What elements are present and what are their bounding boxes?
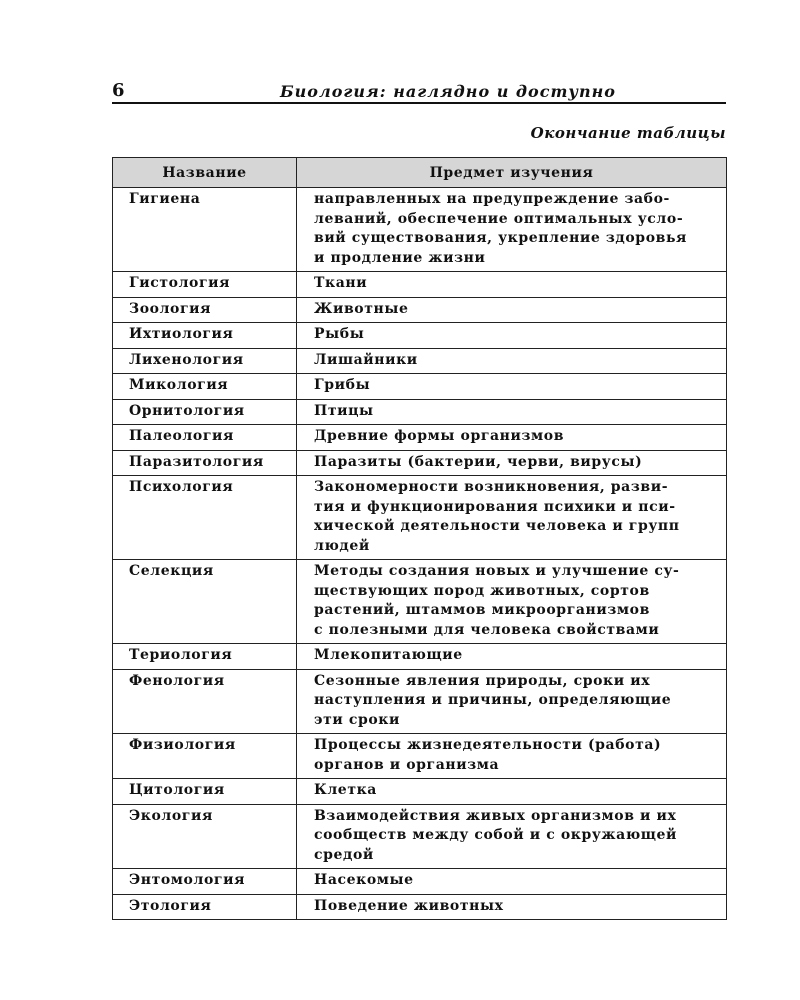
subject-text-line: Клетка [314,782,377,798]
table-row [113,560,727,644]
science-name-cell: Этология [113,894,297,920]
table-continuation-label: Окончание таблицы [530,124,726,142]
science-name-cell: Фенология [113,669,297,734]
science-name-cell: Зоология [113,297,297,323]
science-name-cell: Микология [113,374,297,400]
header-rule [112,102,726,104]
subject-text-line: Животные [314,300,409,317]
subject-text-line: Поведение животных [314,897,504,914]
subject-text-line: ществующих пород животных, сортов [314,582,650,599]
subject-text-line: хической деятельности человека и групп [314,518,680,534]
science-name-cell: Лихенология [113,348,297,374]
subject-text-line: Грибы [314,377,371,393]
subject-text-line: направленных на предупреждение забо- [314,191,670,207]
table-row [113,425,727,451]
science-name-cell: Гистология [113,272,297,298]
subject-text-line: Взаимодействия живых организмов и их [314,807,677,824]
science-name-cell: Цитология [113,779,297,805]
subject-of-study-cell [297,188,727,272]
subject-of-study-cell [297,272,727,298]
subject-of-study-cell [297,734,727,779]
table-row [113,476,727,560]
subject-of-study-cell [297,476,727,560]
subject-text-line: леваний, обеспечение оптимальных усло- [314,210,684,227]
subject-of-study-cell [297,869,727,895]
subject-text-line: и продление жизни [314,249,486,266]
subject-text-line: Лишайники [314,351,418,368]
subject-text-line: Ткани [314,275,368,291]
subject-text-line: Рыбы [314,326,365,342]
subject-text-line: Методы создания новых и улучшение су- [314,563,680,579]
subject-text-line: сообществ между собой и с окружающей [314,827,678,843]
table-row [113,188,727,272]
science-name-cell: Палеология [113,425,297,451]
subject-of-study-cell [297,560,727,644]
subject-of-study-cell [297,323,727,349]
science-name-cell: Орнитология [113,399,297,425]
table-body [113,188,727,920]
subject-text-line: Древние формы организмов [314,428,565,444]
table-row [113,399,727,425]
subject-text-line: Сезонные явления природы, сроки их [314,672,651,689]
subject-text-line: эти сроки [314,711,401,728]
subject-of-study-cell [297,399,727,425]
table-row [113,644,727,670]
subject-text-line: средой [314,846,374,863]
subject-of-study-cell [297,450,727,476]
science-name-cell: Гигиена [113,188,297,272]
science-name-cell: Селекция [113,560,297,644]
subject-text-line: наступления и причины, определяющие [314,692,672,708]
science-name-cell: Ихтиология [113,323,297,349]
science-name-cell: Физиология [113,734,297,779]
table-row [113,348,727,374]
column-header-subject: Предмет изучения [297,158,727,188]
subject-text-line: Насекомые [314,872,414,888]
subject-text-line: с полезными для человека свойствами [314,621,660,638]
subject-of-study-cell [297,644,727,670]
subject-of-study-cell [297,779,727,805]
subject-text-line: Птицы [314,402,374,419]
subject-text-line: Закономерности возникновения, разви- [314,479,669,495]
table-row [113,450,727,476]
subject-text-line: растений, штаммов микроорганизмов [314,602,650,618]
table-header-row [113,158,727,188]
science-name-cell: Экология [113,804,297,869]
subject-text-line: органов и организма [314,756,500,773]
science-name-cell: Психология [113,476,297,560]
running-title: Биология: наглядно и доступно [280,82,616,101]
science-name-cell: Териология [113,644,297,670]
table-row [113,297,727,323]
page-number: 6 [112,80,125,101]
table-row [113,669,727,734]
table-row [113,272,727,298]
subject-text-line: Процессы жизнедеятельности (работа) [314,737,662,753]
subject-text-line: тия и функционирования психики и пси- [314,498,676,515]
table-row [113,804,727,869]
table-row [113,734,727,779]
table-row [113,869,727,895]
subject-of-study-cell [297,348,727,374]
table-row [113,323,727,349]
subject-of-study-cell [297,894,727,920]
subject-of-study-cell [297,425,727,451]
table-row [113,374,727,400]
science-name-cell: Паразитология [113,450,297,476]
subject-of-study-cell [297,669,727,734]
subject-text-line: людей [314,537,370,554]
table-row [113,779,727,805]
subject-of-study-cell [297,297,727,323]
subject-text-line: вий существования, укрепление здоровья [314,230,688,246]
table-row [113,894,727,920]
column-header-name: Название [113,158,297,188]
subject-text-line: Млекопитающие [314,647,463,663]
subject-text-line: Паразиты (бактерии, черви, вирусы) [314,453,643,470]
terms-table [112,157,727,920]
subject-of-study-cell [297,374,727,400]
subject-of-study-cell [297,804,727,869]
science-name-cell: Энтомология [113,869,297,895]
